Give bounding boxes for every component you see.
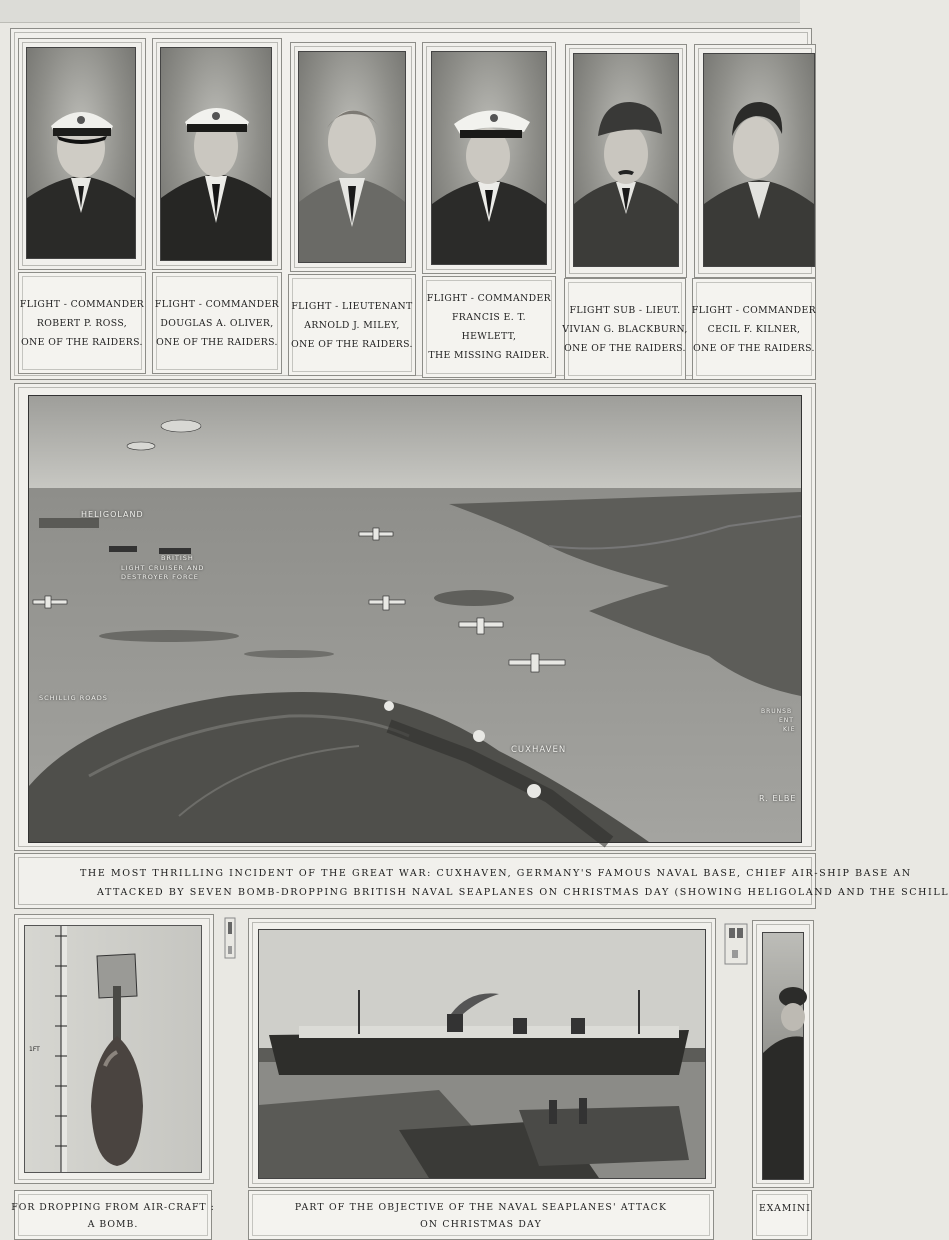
caption-line: ONE OF THE RAIDERS. xyxy=(693,342,815,354)
divider-ornament xyxy=(224,918,236,962)
caption-line: HEWLETT, xyxy=(461,331,517,342)
map-label-schillig-roads: SCHILLIG ROADS xyxy=(39,694,108,702)
page-top-edge xyxy=(0,0,800,23)
caption-line: ROBERT P. ROSS, xyxy=(36,317,128,329)
portrait-caption-4 xyxy=(422,276,556,378)
bomb-caption-box xyxy=(11,1190,215,1240)
map-label-brunsbuttel-3: KIE xyxy=(783,726,796,733)
caption-line: ONE OF THE RAIDERS. xyxy=(156,336,278,348)
officer-bareheaded-icon xyxy=(299,52,405,262)
officer-in-cap-icon xyxy=(432,52,546,264)
right-caption-box xyxy=(752,1190,812,1240)
harbour-photo xyxy=(258,929,706,1179)
caption-line: FLIGHT - COMMANDER xyxy=(426,293,552,304)
caption-line: FLIGHT - COMMANDER xyxy=(19,298,145,310)
bomb-photo xyxy=(24,925,202,1173)
portrait-caption-5 xyxy=(564,278,686,380)
portrait-photo-blackburn xyxy=(573,53,679,267)
portrait-caption-2 xyxy=(152,272,282,374)
person-icon xyxy=(763,933,803,1179)
map-label-british: BRITISH xyxy=(161,554,194,562)
portrait-photo-kilner xyxy=(703,53,815,267)
officer-in-flat-cap-icon xyxy=(574,54,678,266)
portrait-photo-oliver xyxy=(160,47,272,261)
scale-label: 1FT xyxy=(29,1046,40,1053)
bomb-icon xyxy=(25,926,201,1172)
caption-line: VIVIAN G. BLACKBURN, xyxy=(562,323,688,335)
map-label-elbe: R. ELBE xyxy=(759,794,797,803)
officer-in-cap-icon xyxy=(161,48,271,260)
map-label-brunsbuttel: BRUNSB xyxy=(761,708,793,715)
caption-line: FLIGHT - LIEUTENANT xyxy=(291,300,413,312)
main-caption-line-1: THE MOST THRILLING INCIDENT OF THE GREAT WAR: CUXHAVEN, GERMANY'S FAMOUS NAVAL BASE, CHIEF AIR-SHIP BASE AN xyxy=(80,868,912,879)
map-label-cuxhaven: CUXHAVEN xyxy=(511,745,567,755)
map-label-british-destroyer: DESTROYER FORCE xyxy=(121,573,199,581)
divider-ornament xyxy=(724,924,748,968)
portrait-photo-hewlett xyxy=(431,51,547,265)
portrait-caption-1 xyxy=(18,272,146,374)
caption-line: ONE OF THE RAIDERS. xyxy=(564,342,686,354)
harbour-caption-line-1: PART OF THE OBJECTIVE OF THE NAVAL SEAPLANES' ATTACK xyxy=(294,1202,668,1213)
caption-line: FLIGHT - COMMANDER xyxy=(691,304,817,316)
portrait-caption-3 xyxy=(288,274,416,376)
portrait-caption-6 xyxy=(692,278,816,380)
harbour-caption-line-2: ON CHRISTMAS DAY xyxy=(420,1219,542,1230)
cuxhaven-raid-map-icon xyxy=(29,396,801,842)
harbour-liner-icon xyxy=(259,930,705,1178)
map-illustration xyxy=(28,395,802,843)
caption-line: CECIL F. KILNER, xyxy=(707,323,801,335)
caption-line: DOUGLAS A. OLIVER, xyxy=(160,317,274,329)
caption-line: ARNOLD J. MILEY, xyxy=(304,319,400,331)
officer-bareheaded-icon xyxy=(704,54,814,266)
caption-line: FLIGHT SUB - LIEUT. xyxy=(569,304,681,316)
officer-in-cap-icon xyxy=(27,48,135,258)
main-caption-line-2: ATTACKED BY SEVEN BOMB-DROPPING BRITISH NAVAL SEAPLANES ON CHRISTMAS DAY (SHOWING HELIGOLAND AND THE SCHILL xyxy=(97,887,949,898)
caption-line: FRANCIS E. T. xyxy=(451,312,527,323)
map-label-british-force: LIGHT CRUISER AND xyxy=(121,564,205,572)
map-label-heligoland: HELIGOLAND xyxy=(81,510,144,519)
bomb-caption-line-2: A BOMB. xyxy=(87,1219,139,1230)
portrait-photo-ross xyxy=(26,47,136,259)
right-caption-line: EXAMINI xyxy=(759,1203,811,1214)
caption-line: ONE OF THE RAIDERS. xyxy=(21,336,143,348)
caption-line: FLIGHT - COMMANDER xyxy=(154,298,280,310)
caption-line: ONE OF THE RAIDERS. xyxy=(291,338,413,350)
harbour-caption-box xyxy=(248,1190,714,1240)
portrait-photo-miley xyxy=(298,51,406,263)
map-label-brunsbuttel-2: ENT xyxy=(779,717,794,724)
caption-line: THE MISSING RAIDER. xyxy=(428,350,550,361)
bomb-caption-line-1: FOR DROPPING FROM AIR-CRAFT : xyxy=(11,1202,215,1213)
right-photo xyxy=(762,932,804,1180)
main-caption-frame xyxy=(14,853,816,909)
